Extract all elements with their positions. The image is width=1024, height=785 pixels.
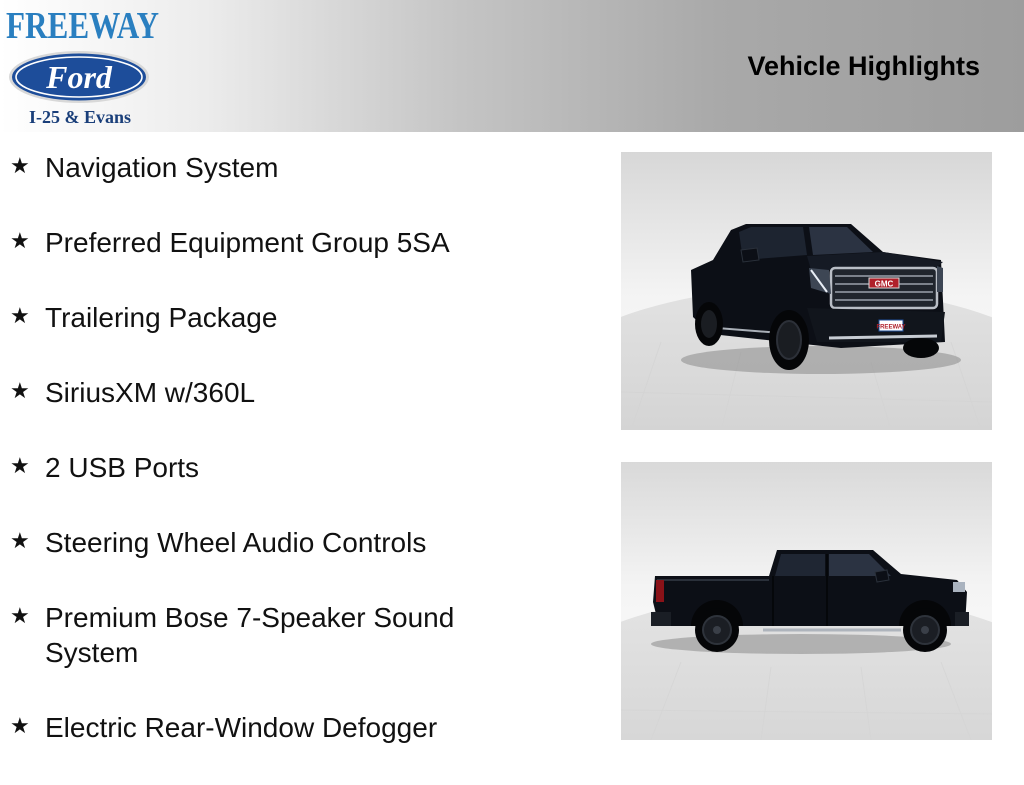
feature-label: Preferred Equipment Group 5SA [45,227,450,258]
star-icon: ★ [10,228,30,253]
header-banner [0,0,1024,132]
star-icon: ★ [10,378,30,403]
feature-label: SiriusXM w/360L [45,377,256,408]
vehicle-photo-front [621,152,992,430]
vehicle-photo-side [621,462,992,740]
star-icon: ★ [10,153,30,178]
star-icon: ★ [10,713,30,738]
grille-badge: GMC [874,279,894,289]
feature-item [10,450,570,485]
feature-label: Steering Wheel Audio Controls [45,527,427,558]
feature-item [10,300,570,335]
star-icon: ★ [10,303,30,328]
logo-top-text: FREEWAY [6,5,159,47]
logo-bottom-text: I-25 & Evans [28,107,131,127]
ford-oval-logo [8,50,150,104]
feature-list [10,150,570,785]
feature-label: Electric Rear-Window Defogger [45,712,438,743]
page-title: Vehicle Highlights [747,51,980,81]
star-icon: ★ [10,528,30,553]
feature-item [10,225,570,260]
feature-item [10,150,570,185]
logo-oval-text: Ford [46,59,112,95]
dealer-logo [6,4,159,128]
feature-label: Navigation System [45,152,279,183]
feature-label: Trailering Package [45,302,278,333]
feature-label: Premium Bose 7-Speaker Sound System [45,602,455,668]
star-icon: ★ [10,453,30,478]
star-icon: ★ [10,603,30,628]
feature-item [10,525,570,560]
feature-item [10,375,570,410]
feature-label: 2 USB Ports [45,452,200,483]
plate-text: FREEWAY [876,324,906,331]
feature-item [10,710,570,745]
feature-item [10,600,515,670]
